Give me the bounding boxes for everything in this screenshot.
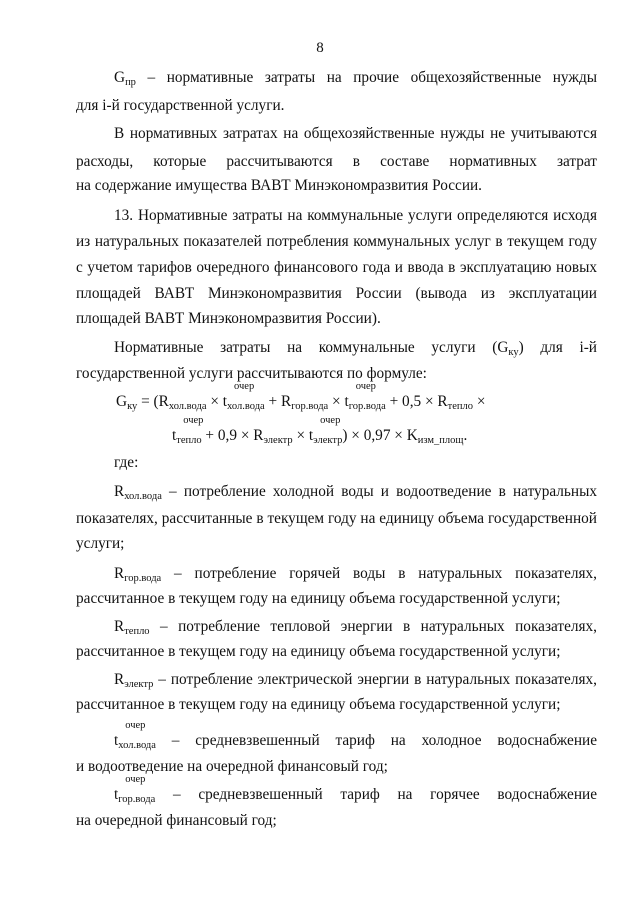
p2-line2: расходы, которые рассчитываются в составе нормативных затрат [76, 153, 597, 170]
def-teplo-line2: рассчитанное в текущем году на единицу объема государственной услуги; [76, 643, 561, 660]
def-hol-voda-line2: показателях, рассчитанные в текущем году на единицу объема государственной [76, 510, 597, 527]
symbol-g: $G_{пр}$ [114, 69, 136, 88]
def-tarif-hol-line2: и водоотведение на очередной финансовый год; [76, 758, 388, 775]
p3-line1: 13. Нормативные затраты на коммунальные услуги определяются исходя [114, 207, 597, 224]
def-tarif-gor-line2: на очередной финансовый год; [76, 812, 277, 829]
p2-line3: на содержание имущества ВАВТ Минэкономразвития России. [76, 177, 483, 194]
def-tarif-gor-line1: t очер $_{гор.вода}$ – средневзвешенный тариф на горячее водоснабжение [114, 774, 597, 805]
def-elektr-line1: $R_{электр}$ – потребление электрической энергии в натуральных показателях, [114, 671, 597, 690]
p4-line1: Нормативные затраты на коммунальные услуги $(G_{ку})$ для i-й [114, 339, 597, 358]
p1-line2: для i-й государственной услуги. [76, 97, 285, 114]
def-hol-voda-line1: $R_{хол.вода}$ – потребление холодной воды и водоотведение в натуральных [114, 483, 597, 502]
p3-line4: площадей ВАВТ Минэкономразвития России (вывода из эксплуатации [76, 285, 597, 302]
def-tarif-hol-line1: t очер $_{хол.вода}$ – средневзвешенный тариф на холодное водоснабжение [114, 720, 597, 751]
where-label: где: [114, 454, 139, 471]
p3-line3: с учетом тарифов очередного финансового года и ввода в эксплуатацию новых [76, 259, 597, 276]
def-hol-voda-line3: услуги; [76, 535, 125, 552]
formula-line1: $G_{ку} = (R_{хол.вода} \times t$ очер $_{хол.вода} + R_{гор.вода} \times t$ очер $_{гор.вода} + 0,5 \times R_{тепло}$ × [116, 381, 486, 412]
formula-line2: t очер $_{тепло} + 0,9 \times R_{электр} \times t$ очер $_{электр}) \times 0,97 \times K_{изм\_площ}$. [172, 415, 468, 446]
def-gor-voda-line1: $R_{гор.вода}$ – потребление горячей воды в натуральных показателях, [114, 565, 597, 584]
p3-line5: площадей ВАВТ Минэкономразвития России). [76, 310, 381, 327]
p2-line1: В нормативных затратах на общехозяйственные нужды не учитываются [114, 125, 597, 142]
def-gor-voda-line2: рассчитанное в текущем году на единицу объема государственной услуги; [76, 590, 561, 607]
page-number: 8 [316, 40, 324, 56]
def-elektr-line2: рассчитанное в текущем году на единицу объема государственной услуги; [76, 696, 561, 713]
def-teplo-line1: $R_{тепло}$ – потребление тепловой энергии в натуральных показателях, [114, 618, 597, 637]
p1-line1: $G_{пр}$ – нормативные затраты на прочие общехозяйственные нужды [114, 69, 597, 88]
p3-line2: из натуральных показателей потребления коммунальных услуг в текущем году [76, 233, 597, 250]
p4-line2: государственной услуги рассчитываются по формуле: [76, 365, 427, 382]
